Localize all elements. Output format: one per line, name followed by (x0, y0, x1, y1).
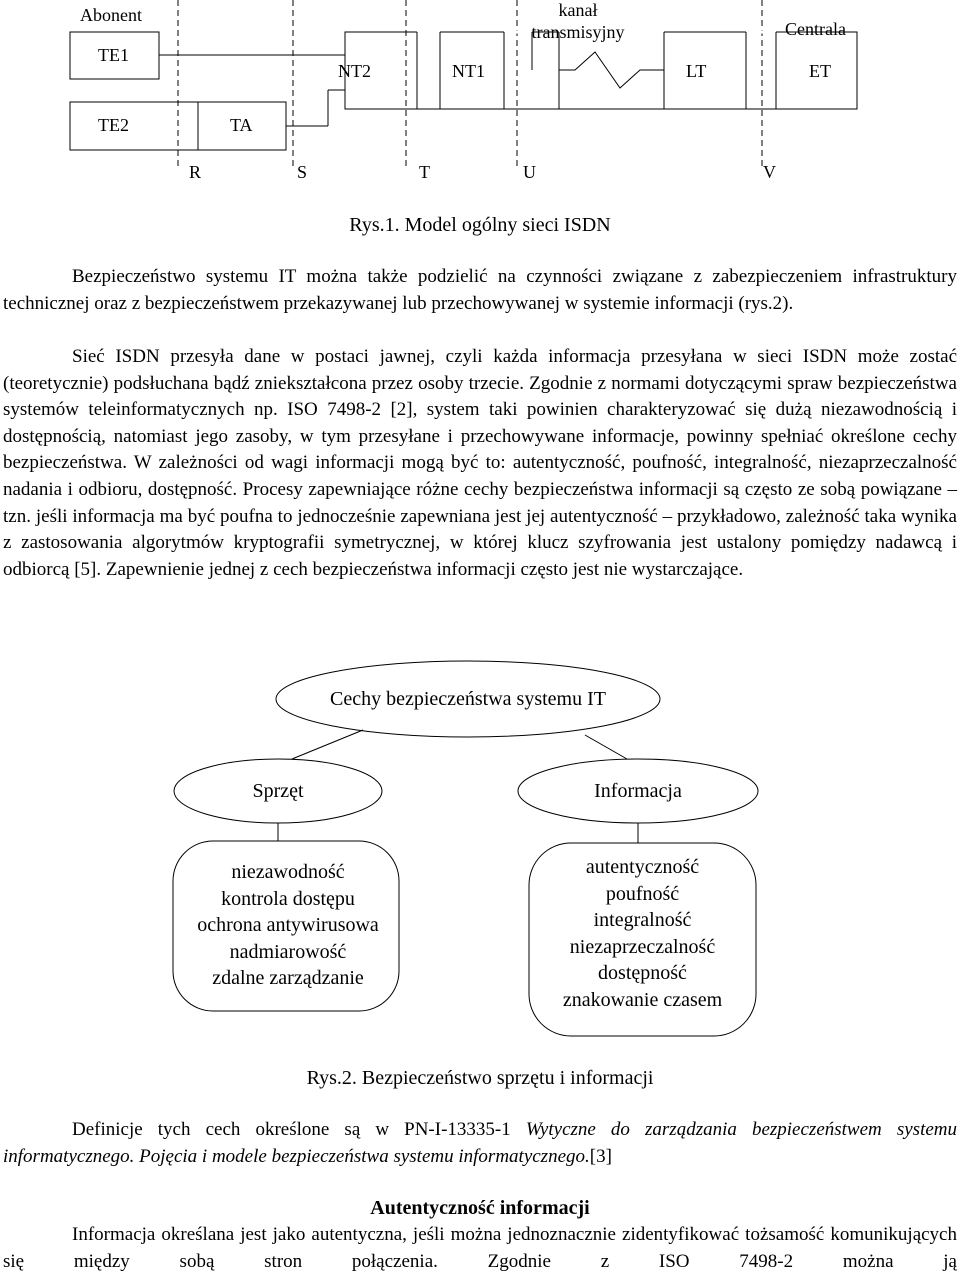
figure-security-tree (0, 660, 960, 1060)
list-item: poufność (605, 882, 680, 905)
paragraph-3-italic-title: Wytyczne do zarządzania bezpieczeństwem systemu informatycznego. Pojęcia i modele bezpieczeństwa systemu informatycznego. (3, 1119, 957, 1167)
box-nt1: NT1 (452, 61, 485, 81)
paragraph-1 (3, 264, 957, 317)
tree-lines-and-shapes (0, 660, 960, 1060)
box-ta: TA (230, 115, 253, 135)
list-item: zdalne zarządzanie (212, 967, 364, 989)
figure-isdn-model (0, 0, 960, 200)
ref-point-u: U (523, 162, 536, 182)
paragraph-3-text (3, 1117, 957, 1170)
list-item: dostępność (598, 962, 687, 984)
paragraph-1-text: Bezpieczeństwo systemu IT można także podzielić na czynności związane z zabezpieczeniem infrastruktury technicznej oraz z bezpieczeństwem przekazywanej lub przechowywanej w systemie informacji (rys.2). (3, 266, 957, 314)
label-kanal-line1: kanał (558, 0, 598, 20)
label-centrala: Centrala (785, 19, 846, 39)
list-item: nadmiarowość (229, 940, 347, 963)
node-root: Cechy bezpieczeństwa systemu IT (329, 688, 606, 710)
list-item: ochrona antywirusowa (197, 914, 379, 936)
ref-point-v: V (763, 162, 776, 182)
paragraph-3-ref: [3] (589, 1145, 612, 1167)
list-item: niezawodność (231, 861, 345, 883)
paragraph-3-plain: Definicje tych cech określone są w PN-I-13335-1 (72, 1119, 526, 1140)
ref-point-r: R (189, 162, 202, 182)
node-informacja: Informacja (594, 780, 682, 802)
box-nt2: NT2 (338, 61, 371, 81)
box-lt: LT (686, 61, 707, 81)
paragraph-2-text: Sieć ISDN przesyła dane w postaci jawnej, czyli każda informacja przesyłana w sieci ISDN może zostać (teoretycznie) podsłuchana bądź zniekształcona przez osoby trzecie. Zgodnie z normami dotyczącymi spraw bezpieczeństwa systemów teleinformatycznych np. ISO 7498-2 [2], system taki powinien charakteryzować się dużą niezawodnością i dostępnością, natomiast jego zasoby, w tym przesyłane i przechowywane informacje, powinny spełniać określone cechy bezpieczeństwa. W zależności od wagi informacji mogą być to: autentyczność, poufność, integralność, niezaprzeczalność nadania i odbioru, dostępność. Procesy zapewniające różne cechy bezpieczeństwa informacji są często ze sobą powiązane – tzn. jeśli informacja ma być poufna to jednocześnie zapewniana jest jej autentyczność – przykładowo, zależność taka wynika z zastosowania algorytmów kryptografii symetrycznej, w której klucz szyfrowania jest ustalony pomiędzy nadawcą i odbiorcą [5]. Zapewnienie jednej z cech bezpieczeństwa informacji często jest nie wystarczające. (3, 346, 957, 580)
ref-point-s: S (297, 162, 308, 182)
paragraph-3 (3, 1117, 957, 1170)
list-informacja (529, 854, 756, 1013)
list-item: niezaprzeczalność (569, 935, 716, 958)
paragraph-2 (3, 344, 957, 583)
paragraph-4-text: Informacja określana jest jako autentyczna, jeśli można jednoznacznie zidentyfikować tożsamość komunikujących się między sobą stron połączenia. Zgodnie z ISO 7498-2 można ją (3, 1224, 957, 1272)
box-te1: TE1 (98, 45, 129, 65)
ref-point-t: T (419, 162, 430, 182)
paragraph-4 (3, 1222, 957, 1275)
list-item: kontrola dostępu (221, 887, 355, 910)
node-sprzet: Sprzęt (252, 780, 304, 802)
label-kanal-line2: transmisyjny (531, 22, 625, 42)
box-et: ET (809, 61, 831, 81)
figure1-caption: Rys.1. Model ogólny sieci ISDN (349, 214, 611, 236)
label-abonent: Abonent (80, 5, 142, 25)
figure2-caption: Rys.2. Bezpieczeństwo sprzętu i informacji (306, 1067, 654, 1089)
list-item: autentyczność (585, 856, 700, 878)
box-te2: TE2 (98, 115, 129, 135)
list-sprzet (173, 859, 403, 992)
list-item: znakowanie czasem (562, 988, 723, 1011)
list-item: integralność (593, 909, 692, 931)
section-heading: Autentyczność informacji (370, 1197, 590, 1219)
